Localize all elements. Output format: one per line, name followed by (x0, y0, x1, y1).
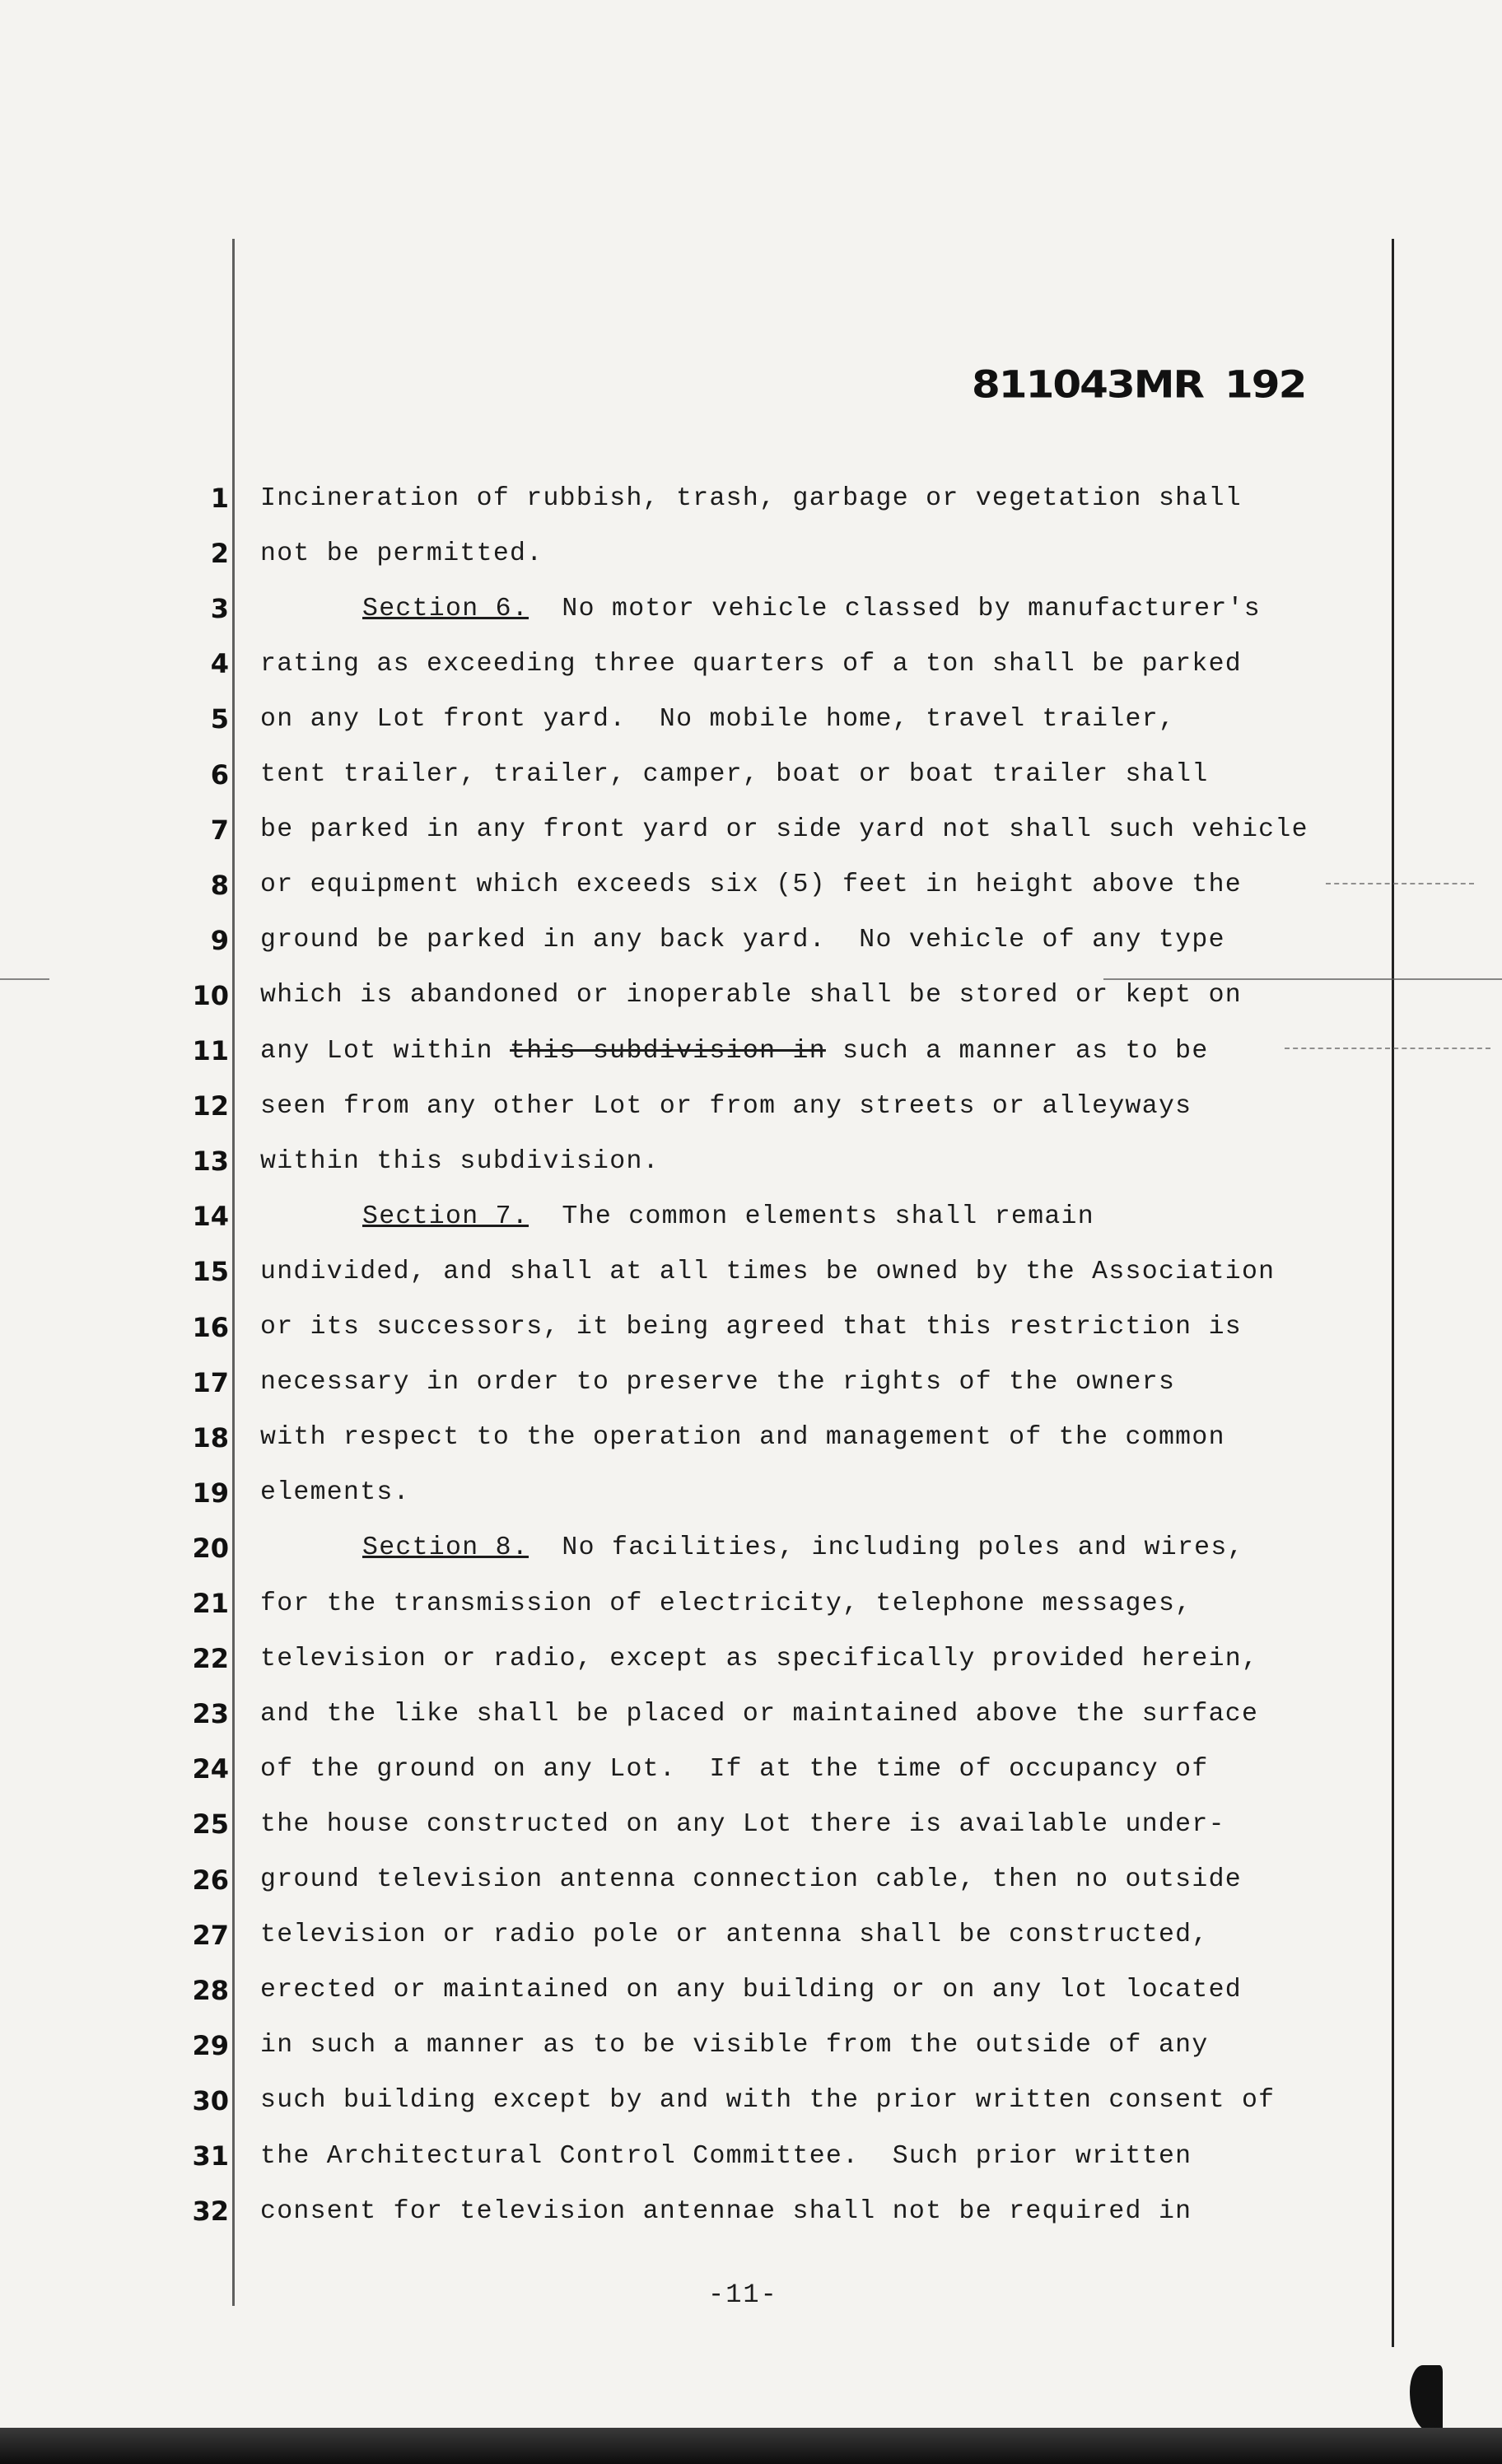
document-line (165, 913, 1383, 968)
line-text: tent trailer, trailer, camper, boat or boat trailer shall (260, 760, 1209, 789)
document-line (165, 1853, 1383, 1907)
document-line (165, 471, 1383, 525)
document-line (165, 1244, 1383, 1299)
document-line (165, 1079, 1383, 1133)
line-text: and the like shall be placed or maintained above the surface (260, 1699, 1259, 1729)
line-number: 6 (210, 758, 229, 791)
document-line (165, 2184, 1383, 2238)
line-number: 7 (210, 814, 229, 846)
line-number: 18 (192, 1421, 229, 1454)
line-text: consent for television antennae shall not be required in (260, 2196, 1192, 2226)
line-number: 14 (192, 1201, 229, 1233)
line-number: 4 (210, 648, 229, 680)
document-line (165, 968, 1383, 1023)
line-text: necessary in order to preserve the rights of the owners (260, 1368, 1176, 1398)
document-line (165, 692, 1383, 746)
line-number: 8 (210, 869, 229, 901)
line-number: 5 (210, 703, 229, 735)
document-line (165, 637, 1383, 691)
line-text: within this subdivision. (260, 1146, 660, 1176)
line-text: elements. (260, 1478, 410, 1508)
document-line (165, 858, 1383, 912)
line-text: television or radio pole or antenna shall be constructed, (260, 1920, 1209, 1950)
document-line (165, 581, 1383, 636)
stamp-number: 811043MR (972, 362, 1203, 407)
line-number: 28 (192, 1974, 229, 2006)
page-number: -11- (708, 2280, 778, 2310)
document-line (165, 2074, 1383, 2128)
line-number: 31 (192, 2140, 229, 2172)
document-line (165, 1356, 1383, 1410)
line-text: be parked in any front yard or side yard not shall such vehicle (260, 815, 1308, 845)
document-line (165, 2018, 1383, 2073)
document-line (165, 1687, 1383, 1741)
line-text: rating as exceeding three quarters of a ton shall be parked (260, 649, 1242, 679)
document-line (165, 526, 1383, 581)
line-number: 29 (192, 2029, 229, 2061)
document-line (165, 1631, 1383, 1686)
document-line (165, 1024, 1383, 1078)
line-number: 9 (210, 924, 229, 956)
line-number: 12 (192, 1090, 229, 1122)
line-text: television or radio, except as specifically provided herein, (260, 1644, 1259, 1673)
line-text (260, 1037, 1209, 1066)
line-text: or its successors, it being agreed that this restriction is (260, 1313, 1242, 1342)
line-number: 23 (192, 1698, 229, 1730)
document-line (165, 1134, 1383, 1188)
document-line (165, 2129, 1383, 2183)
line-number: 17 (192, 1366, 229, 1398)
line-text: not be permitted. (260, 539, 543, 568)
line-text: the house constructed on any Lot there is available under- (260, 1809, 1225, 1839)
document-line (165, 1466, 1383, 1520)
line-text: seen from any other Lot or from any streets or alleyways (260, 1091, 1192, 1121)
line-number: 24 (192, 1753, 229, 1785)
section-text: No facilities, including poles and wires, (529, 1533, 1244, 1563)
line-number: 16 (192, 1311, 229, 1343)
line-number: 19 (192, 1477, 229, 1509)
line-number: 26 (192, 1864, 229, 1896)
line-number: 3 (210, 593, 229, 625)
section-text: No motor vehicle classed by manufacturer's (529, 594, 1261, 623)
section-heading: Section 6. (362, 594, 529, 623)
line-text (362, 595, 1261, 623)
document-line (165, 1908, 1383, 1962)
line-text: undivided, and shall at all times be owned by the Association (260, 1257, 1276, 1286)
line-number: 22 (192, 1643, 229, 1675)
section-text: The common elements shall remain (529, 1202, 1094, 1231)
line-number: 27 (192, 1919, 229, 1951)
line-number: 13 (192, 1146, 229, 1178)
line-text: in such a manner as to be visible from the outside of any (260, 2031, 1209, 2060)
stamp-page: 192 (1224, 362, 1306, 407)
line-number: 15 (192, 1256, 229, 1288)
line-text: erected or maintained on any building or on any lot located (260, 1976, 1242, 2005)
line-number: 11 (192, 1035, 229, 1066)
line-text: ground television antenna connection cable, then no outside (260, 1865, 1242, 1894)
line-number: 32 (192, 2196, 229, 2228)
line-text: ground be parked in any back yard. No vehicle of any type (260, 926, 1225, 955)
line-text (362, 1533, 1244, 1562)
document-line (165, 1300, 1383, 1355)
document-line (165, 1189, 1383, 1244)
line-segment: such a manner as to be (825, 1036, 1209, 1066)
line-text: on any Lot front yard. No mobile home, travel trailer, (260, 704, 1176, 734)
line-text: Incineration of rubbish, trash, garbage or vegetation shall (260, 483, 1242, 513)
document-line (165, 1742, 1383, 1796)
scan-mark (0, 978, 49, 980)
line-text: with respect to the operation and management of the common (260, 1423, 1225, 1453)
scan-edge (0, 2428, 1502, 2464)
line-number: 1 (210, 483, 229, 514)
line-segment: any Lot within (260, 1036, 511, 1066)
document-line (165, 1411, 1383, 1465)
right-margin-rule (1392, 239, 1394, 2347)
line-number: 2 (210, 538, 229, 570)
line-text: or equipment which exceeds six (5) feet in height above the (260, 870, 1242, 900)
line-text (362, 1202, 1094, 1231)
document-line (165, 1521, 1383, 1575)
document-line (165, 748, 1383, 802)
struck-text: this subdivision in (510, 1036, 826, 1066)
document-line (165, 1576, 1383, 1631)
line-number: 21 (192, 1588, 229, 1619)
document-line (165, 1797, 1383, 1851)
document-line (165, 803, 1383, 857)
scan-artifact (1410, 2365, 1443, 2431)
line-number: 25 (192, 1808, 229, 1841)
line-number: 10 (192, 979, 229, 1011)
recording-stamp (972, 363, 1305, 406)
line-text: which is abandoned or inoperable shall be stored or kept on (260, 981, 1242, 1010)
line-text: of the ground on any Lot. If at the time of occupancy of (260, 1754, 1209, 1784)
section-heading: Section 7. (362, 1202, 529, 1231)
line-number: 30 (192, 2084, 229, 2116)
section-heading: Section 8. (362, 1533, 529, 1563)
line-number: 20 (192, 1532, 229, 1564)
line-text: the Architectural Control Committee. Such prior written (260, 2141, 1192, 2171)
document-line (165, 1963, 1383, 2018)
line-text: such building except by and with the prior written consent of (260, 2086, 1276, 2116)
line-text: for the transmission of electricity, telephone messages, (260, 1589, 1192, 1618)
